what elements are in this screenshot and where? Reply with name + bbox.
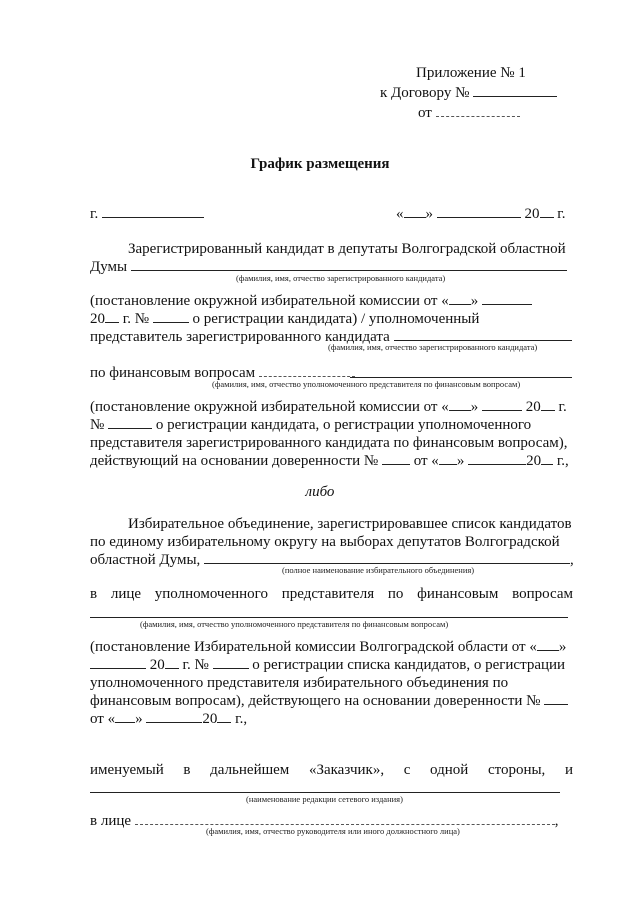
caption-association-representative: (фамилия, имя, отчество уполномоченного представителя по финансовым вопросам): [140, 619, 449, 629]
finance-res-month-field[interactable]: [482, 398, 522, 411]
resolution-day-field[interactable]: [449, 292, 471, 305]
resolution-line-2: 20 г. № о регистрации кандидата) / уполномоченный: [90, 311, 480, 327]
caption-association: (полное наименование избирательного объединения): [282, 565, 475, 575]
ik-line-4: финансовым вопросам), действующего на основании доверенности №: [90, 692, 573, 710]
poa-day-field[interactable]: [439, 452, 457, 465]
finance-res-line-2: № о регистрации кандидата, о регистрации уполномоченного: [90, 417, 532, 433]
ik-poa-year-field[interactable]: [217, 710, 231, 723]
month-field[interactable]: [437, 205, 521, 218]
caption-representative: (фамилия, имя, отчество зарегистрированного кандидата): [328, 342, 538, 352]
candidate-line-2: Думы: [90, 258, 573, 276]
ik-month-field[interactable]: [90, 656, 146, 669]
customer-line-1: именуемый в дальнейшем «Заказчик», с одной стороны, и: [90, 762, 573, 778]
finance-res-line-3: представителя зарегистрированного кандидата по финансовым вопросам),: [90, 435, 568, 451]
customer-line-2: в лице ,: [90, 813, 559, 829]
contract-ref: к Договору №: [380, 84, 557, 102]
association-line-2: по единому избирательному округу на выборах депутатов Волгоградской: [90, 534, 560, 550]
ik-number-field[interactable]: [213, 656, 249, 669]
finance-res-line-1: (постановление окружной избирательной комиссии от « » 20 г.: [90, 399, 567, 415]
power-of-attorney-number-field[interactable]: [382, 452, 410, 465]
appendix-label: Приложение № 1: [416, 65, 526, 81]
contract-number-field[interactable]: [473, 84, 557, 97]
date-line: « » 20 г.: [396, 206, 566, 222]
contract-date-field[interactable]: [436, 104, 520, 117]
page-title: График размещения: [250, 156, 390, 172]
finance-res-day-field[interactable]: [449, 398, 471, 411]
ik-year-field[interactable]: [165, 656, 179, 669]
association-line-3: областной Думы, ,: [90, 552, 574, 568]
ik-line-1: (постановление Избирательной комиссии Волгоградской области от « »: [90, 639, 567, 655]
finance-underline: [350, 377, 572, 378]
poa-year-field[interactable]: [541, 452, 553, 465]
caption-candidate-name: (фамилия, имя, отчество зарегистрированного кандидата): [236, 273, 446, 283]
finance-line-1: по финансовым вопросам: [90, 364, 573, 382]
representative-name-field[interactable]: [394, 328, 572, 341]
association-line-4: в лице уполномоченного представителя по финансовым вопросам: [90, 586, 573, 602]
ik-poa-number-field[interactable]: [544, 692, 568, 705]
caption-publisher: (наименование редакции сетевого издания): [246, 794, 403, 804]
caption-finance-representative: (фамилия, имя, отчество уполномоченного представителя по финансовым вопросам): [212, 379, 521, 389]
ik-day-field[interactable]: [537, 638, 559, 651]
city-line: г.: [90, 205, 204, 223]
or-separator: либо: [305, 484, 335, 500]
publisher-name-field[interactable]: [90, 792, 560, 793]
year-field[interactable]: [540, 205, 554, 218]
resolution-line-3: представитель зарегистрированного кандидата: [90, 328, 573, 346]
caption-head-person: (фамилия, имя, отчество руководителя или иного должностного лица): [206, 826, 460, 836]
ik-poa-month-field[interactable]: [146, 710, 202, 723]
city-field[interactable]: [102, 205, 204, 218]
ik-line-2: 20 г. № о регистрации списка кандидатов, о регистрации: [90, 656, 573, 674]
contract-date-ref: от: [418, 104, 520, 122]
candidate-name-field[interactable]: [131, 258, 567, 271]
resolution-number-field[interactable]: [153, 310, 189, 323]
ik-line-5: от « » 20 г.,: [90, 711, 248, 727]
ik-line-3: уполномоченного представителя избирательного объединения по: [90, 675, 509, 691]
resolution-month-field[interactable]: [482, 292, 532, 305]
association-line-1: Избирательное объединение, зарегистрировавшее список кандидатов: [128, 516, 572, 532]
head-person-field[interactable]: [135, 812, 555, 825]
finance-res-number-field[interactable]: [108, 416, 152, 429]
finance-res-year-field[interactable]: [541, 398, 555, 411]
finance-representative-field[interactable]: [259, 364, 355, 377]
finance-res-line-4: действующий на основании доверенности № от « » 20 г.,: [90, 453, 569, 469]
poa-month-field[interactable]: [468, 452, 526, 465]
candidate-line-1: Зарегистрированный кандидат в депутаты Волгоградской областной: [128, 241, 566, 257]
ik-poa-day-field[interactable]: [115, 710, 135, 723]
day-field[interactable]: [404, 205, 426, 218]
association-name-field[interactable]: [204, 551, 570, 564]
association-representative-field[interactable]: [90, 617, 568, 618]
resolution-line-1: (постановление окружной избирательной комиссии от « »: [90, 292, 573, 310]
resolution-year-field[interactable]: [105, 310, 119, 323]
